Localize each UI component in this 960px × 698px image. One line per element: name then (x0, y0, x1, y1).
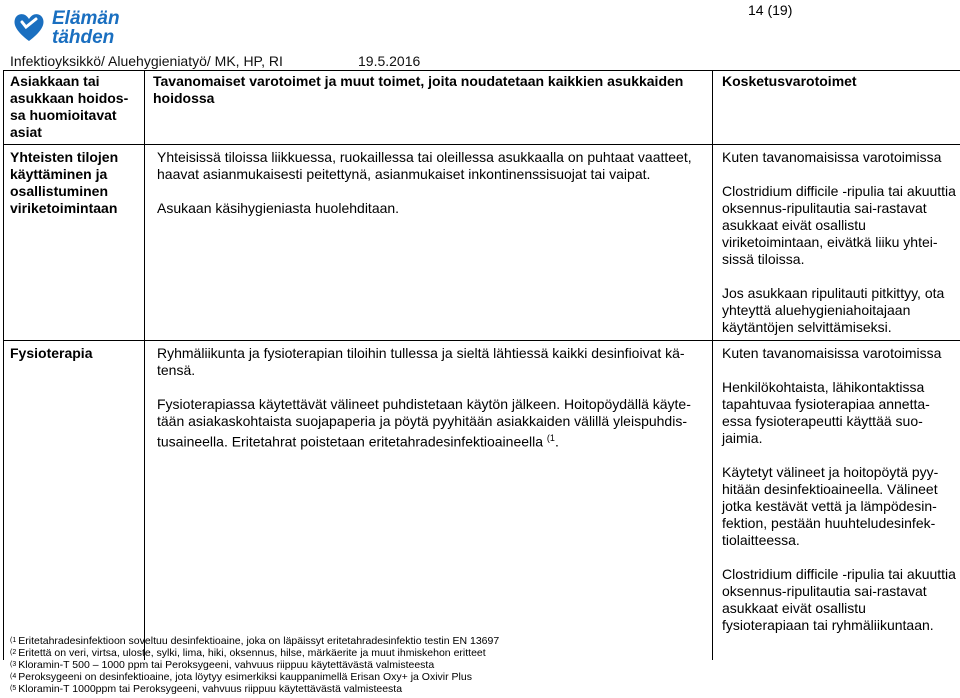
header-unit: Infektioyksikkö/ Aluehygieniatyö/ MK, HP, RI (10, 53, 283, 69)
contact-paragraph: Kuten tavanomaisissa varotoimissa (722, 149, 942, 165)
standard-paragraph: Yhteisissä tiloissa liikkuessa, ruokaillessa tai oleillessa asukkaalla on puhtaat vaatteet, haavat asianmukaisesti peitettynä, asianmukaiset inkontinenssisuojat tai vaipat. (157, 149, 692, 182)
row-contact-shared-spaces (722, 149, 956, 336)
row-topic-shared-spaces: Yhteisten tilojen käyttäminen ja osallistuminen viriketoimintaan (10, 149, 119, 216)
contact-paragraph: Clostridium difficile -ripulia tai akuuttia oksennus-ripulitautia sai-rastavat asukkaat eivät osallistu viriketoimintaan, eivätkä liiku yhtei-sissä tiloissa. (722, 183, 956, 267)
contact-paragraph: Käytetyt välineet ja hoitopöytä pyy-hitään desinfektioaineella. Välineet jotka kestävät vettä ja lämpödesin-fektion, pestään huuhteludesinfek-tiolaitteessa. (722, 464, 939, 548)
footnote-5: $^{(5}$ Kloramin-T 1000ppm tai Peroksygeeni, vahvuus riippuu käytettävästä valmisteesta (10, 683, 403, 695)
heart-logo-icon (12, 10, 46, 44)
column-header-contact: Kosketusvarotoimet (722, 73, 857, 89)
footnote-4: $^{(4}$ Peroksygeeni on desinfektioaine, jota löytyy esimerkiksi kauppanimellä Erisan Oxy+ ja Oxivir Plus (10, 671, 472, 683)
row-standard-physiotherapy (157, 345, 709, 451)
contact-paragraph: Henkilökohtaista, lähikontaktissa tapahtuvaa fysioterapiaa annetta-essa fysioterapeutti käyttää suo-jaimia. (722, 379, 930, 446)
brand-logo (12, 6, 142, 46)
table-row-border (3, 340, 960, 341)
footnote-2: $^{(2}$ Eritettä on veri, virtsa, uloste, sylki, lima, hiki, oksennus, hilse, märkäerite ja muut ihmiskehon eritteet (10, 647, 486, 659)
column-header-topic: Asiakkaan tai asukkaan hoidos-sa huomioitavat asiat (10, 73, 129, 140)
table-left-border (3, 70, 4, 660)
table-header-border (3, 144, 960, 145)
footnote-3: $^{(3}$ Kloramin-T 500 – 1000 ppm tai Peroksygeeni, vahvuus riippuu käytettävästä valmisteesta (10, 659, 435, 671)
table-col-divider-1 (144, 70, 145, 660)
contact-paragraph: Kuten tavanomaisissa varotoimissa (722, 345, 942, 361)
header-date: 19.5.2016 (358, 53, 421, 69)
standard-paragraph: Asukaan käsihygieniasta huolehditaan. (157, 200, 400, 216)
row-contact-physiotherapy (722, 345, 956, 634)
logo-text-line2: tähden (52, 27, 115, 48)
row-standard-shared-spaces (157, 149, 709, 217)
footnote-ref: (1 (546, 433, 555, 443)
standard-paragraph: Ryhmäliikunta ja fysioterapian tiloihin tullessa ja sieltä lähtiessä kaikki desinfioivat kä-tensä. (157, 345, 685, 378)
table-col-divider-2 (712, 70, 713, 660)
row-topic-physiotherapy: Fysioterapia (10, 345, 93, 361)
footnote-1: $^{(1}$ Eritetahradesinfektioon soveltuu desinfektioaine, joka on läpäissyt eritetahradesinfektio testin EN 13697 (10, 635, 500, 647)
column-header-standard: Tavanomaiset varotoimet ja muut toimet, joita noudatetaan kaikkien asukkaiden hoidossa (153, 73, 684, 106)
page-number: 14 (19) (748, 2, 793, 18)
standard-paragraph: Fysioterapiassa käytettävät välineet puhdistetaan käytön jälkeen. Hoitopöydällä käyte-tään asiakaskohtaista suojapaperia ja pöytä pyyhitään asiakkaiden välillä yleispuhdis-tusaineella. Eritetahrat poistetaan eritetahradesinfektioaineella $^{(1}$. (157, 396, 691, 450)
table-top-border (3, 70, 960, 71)
logo-text-line1: Elämän (52, 8, 120, 29)
contact-paragraph: Jos asukkaan ripulitauti pitkittyy, ota yhteyttä aluehygieniahoitajaan käytäntöjen selvittämiseksi. (722, 285, 945, 335)
contact-paragraph: Clostridium difficile -ripulia tai akuuttia oksennus-ripulitautia sai-rastavat asukkaat eivät osallistu fysioterapiaan tai ryhmäliikuntaan. (722, 566, 956, 633)
